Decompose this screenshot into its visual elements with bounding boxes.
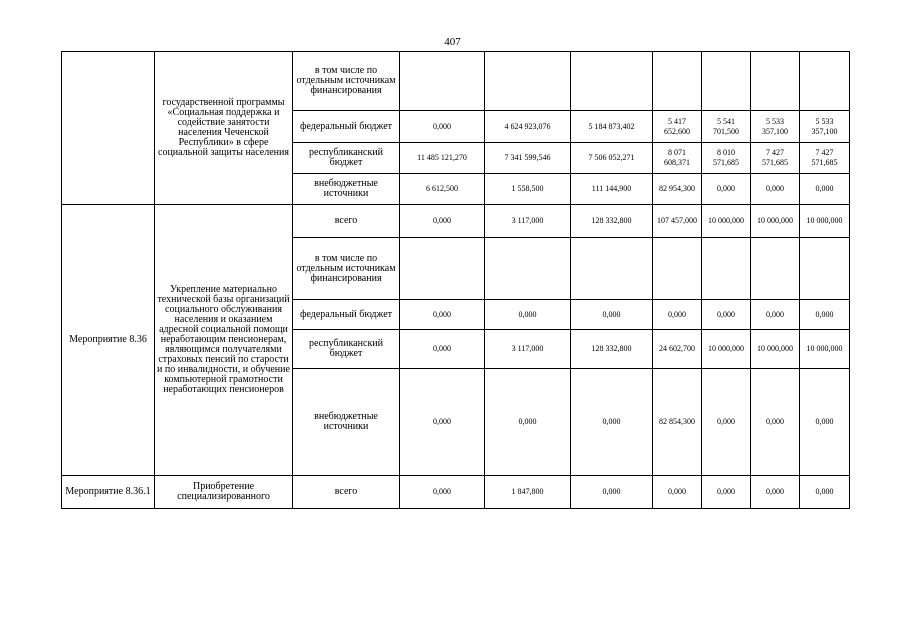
- value-cell: 0,000: [653, 300, 702, 330]
- value-cell: 0,000: [702, 476, 751, 509]
- value-cell: [400, 238, 485, 300]
- value-cell: [400, 52, 485, 111]
- value-cell: [751, 238, 800, 300]
- source-cell: всего: [293, 205, 400, 238]
- value-cell: 24 602,700: [653, 330, 702, 369]
- value-cell: 0,000: [400, 111, 485, 143]
- value-cell: 82 854,300: [653, 369, 702, 476]
- value-cell: 7 427 571,685: [800, 143, 850, 174]
- event-cell: [62, 52, 155, 205]
- value-cell: 0,000: [653, 476, 702, 509]
- value-cell: [653, 52, 702, 111]
- value-cell: 5 533 357,100: [800, 111, 850, 143]
- value-cell: 0,000: [800, 369, 850, 476]
- value-cell: 0,000: [400, 205, 485, 238]
- value-cell: 82 954,300: [653, 174, 702, 205]
- value-cell: 5 417 652,600: [653, 111, 702, 143]
- value-cell: 8 071 608,371: [653, 143, 702, 174]
- value-cell: 111 144,900: [571, 174, 653, 205]
- value-cell: 0,000: [571, 369, 653, 476]
- value-cell: 11 485 121,270: [400, 143, 485, 174]
- value-cell: 0,000: [751, 300, 800, 330]
- source-cell: внебюджетные источники: [293, 174, 400, 205]
- value-cell: 10 000,000: [751, 330, 800, 369]
- value-cell: 0,000: [702, 369, 751, 476]
- value-cell: 5 533 357,100: [751, 111, 800, 143]
- value-cell: [485, 52, 571, 111]
- value-cell: 1 558,500: [485, 174, 571, 205]
- value-cell: 0,000: [400, 476, 485, 509]
- value-cell: 6 612,500: [400, 174, 485, 205]
- value-cell: 5 184 873,402: [571, 111, 653, 143]
- value-cell: 5 541 701,500: [702, 111, 751, 143]
- event-cell: Мероприятие 8.36.1: [62, 476, 155, 509]
- value-cell: 7 341 599,546: [485, 143, 571, 174]
- value-cell: 0,000: [751, 174, 800, 205]
- value-cell: 0,000: [751, 369, 800, 476]
- value-cell: 0,000: [800, 300, 850, 330]
- value-cell: 7 506 052,271: [571, 143, 653, 174]
- value-cell: 107 457,000: [653, 205, 702, 238]
- value-cell: 0,000: [751, 476, 800, 509]
- description-cell: Укрепление материально технической базы организаций социального обслуживания населения и оказанием адресной социальной помощи неработающим пенсионерам, являющимся получателями страховых пенсий по старости и по инвалидности, и обучение компьютерной грамотности неработающих пенсионеров: [155, 205, 293, 476]
- value-cell: [751, 52, 800, 111]
- value-cell: 0,000: [800, 476, 850, 509]
- value-cell: 10 000,000: [702, 205, 751, 238]
- value-cell: 1 847,800: [485, 476, 571, 509]
- value-cell: 0,000: [400, 369, 485, 476]
- value-cell: 0,000: [400, 300, 485, 330]
- source-cell: всего: [293, 476, 400, 509]
- value-cell: 10 000,000: [751, 205, 800, 238]
- value-cell: [485, 238, 571, 300]
- value-cell: 10 000,000: [800, 205, 850, 238]
- table-row: [62, 52, 850, 111]
- description-cell: государственной программы «Социальная поддержка и содействие занятости населения Чеченской Республики» в сфере социальной защиты населения: [155, 52, 293, 205]
- value-cell: 10 000,000: [702, 330, 751, 369]
- value-cell: 7 427 571,685: [751, 143, 800, 174]
- value-cell: 0,000: [702, 300, 751, 330]
- value-cell: 0,000: [571, 476, 653, 509]
- value-cell: 3 117,000: [485, 330, 571, 369]
- source-cell: федеральный бюджет: [293, 300, 400, 330]
- value-cell: 0,000: [485, 300, 571, 330]
- value-cell: 0,000: [400, 330, 485, 369]
- source-cell: федеральный бюджет: [293, 111, 400, 143]
- value-cell: [800, 52, 850, 111]
- value-cell: 3 117,000: [485, 205, 571, 238]
- table-row: [62, 476, 850, 509]
- value-cell: [800, 238, 850, 300]
- event-cell: Мероприятие 8.36: [62, 205, 155, 476]
- value-cell: 0,000: [702, 174, 751, 205]
- description-cell: Приобретение специализированного: [155, 476, 293, 509]
- value-cell: 4 624 923,076: [485, 111, 571, 143]
- value-cell: 10 000,000: [800, 330, 850, 369]
- source-cell: внебюджетные источники: [293, 369, 400, 476]
- budget-table: [61, 51, 850, 509]
- value-cell: 0,000: [800, 174, 850, 205]
- value-cell: [653, 238, 702, 300]
- source-cell: в том числе по отдельным источникам финансирования: [293, 52, 400, 111]
- value-cell: 128 332,800: [571, 205, 653, 238]
- value-cell: [571, 238, 653, 300]
- value-cell: 0,000: [485, 369, 571, 476]
- value-cell: [571, 52, 653, 111]
- source-cell: в том числе по отдельным источникам финансирования: [293, 238, 400, 300]
- value-cell: 128 332,800: [571, 330, 653, 369]
- page-number: 407: [444, 36, 461, 48]
- source-cell: республиканский бюджет: [293, 143, 400, 174]
- value-cell: 8 010 571,685: [702, 143, 751, 174]
- table-row: [62, 205, 850, 238]
- value-cell: 0,000: [571, 300, 653, 330]
- source-cell: республиканский бюджет: [293, 330, 400, 369]
- value-cell: [702, 238, 751, 300]
- value-cell: [702, 52, 751, 111]
